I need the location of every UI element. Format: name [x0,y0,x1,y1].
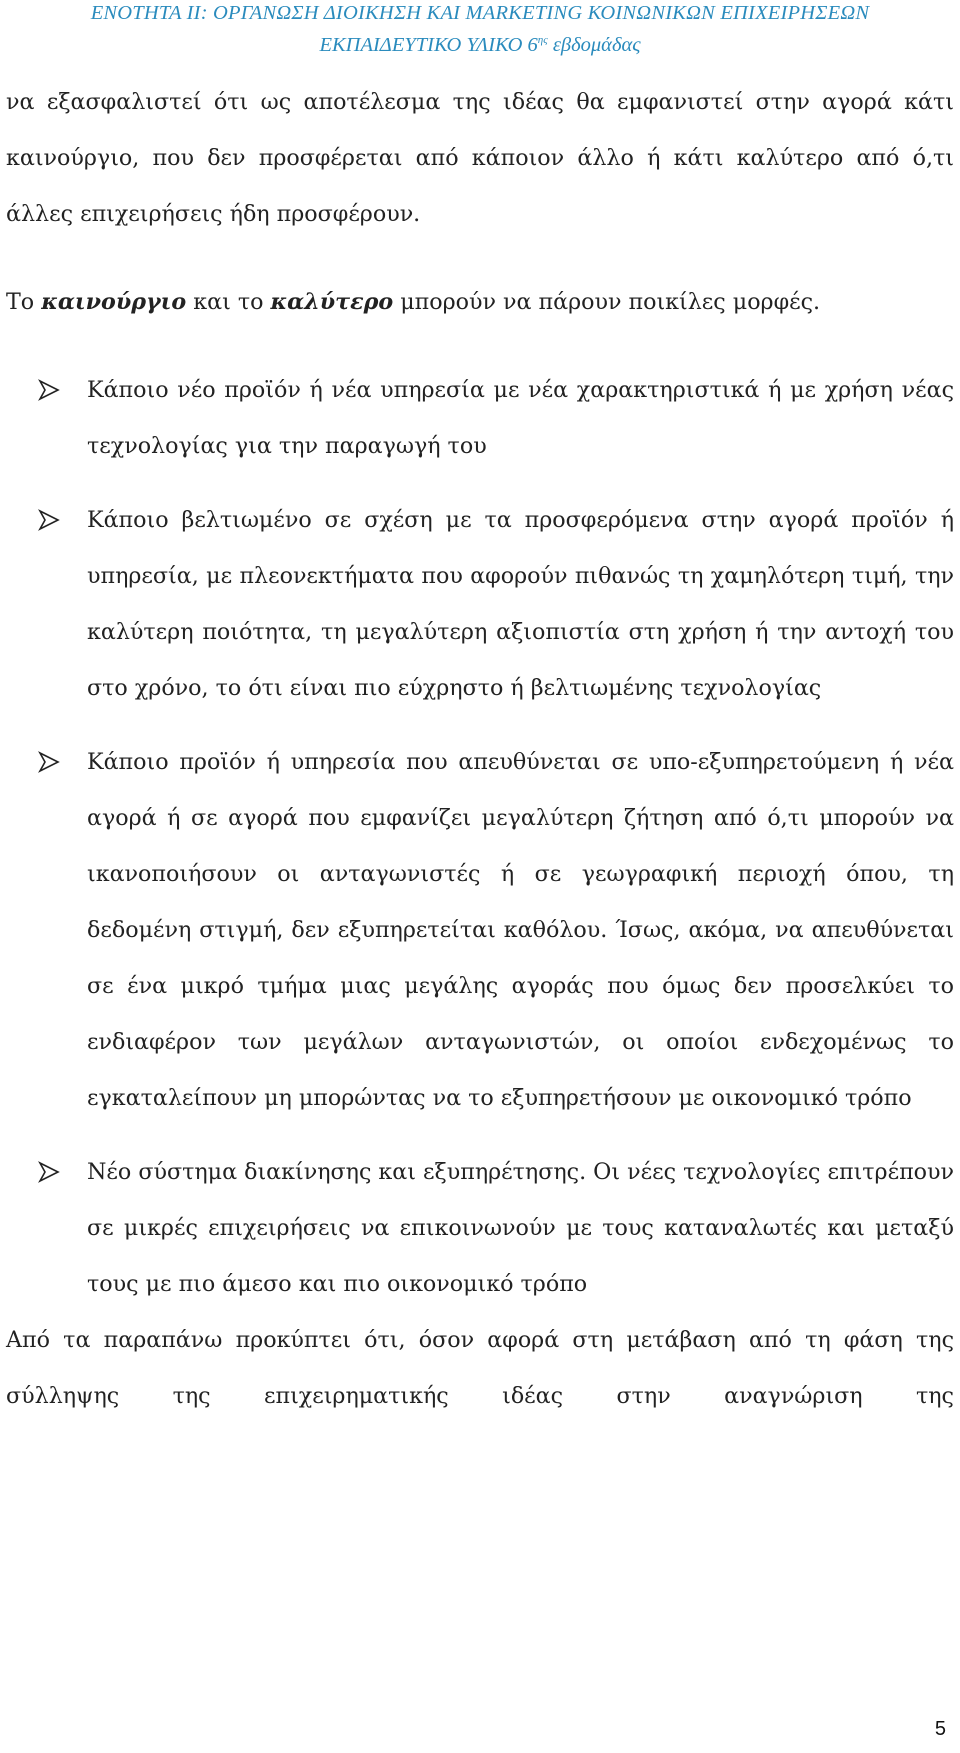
forms-list [6,362,954,1312]
header-title: ΕΝΟΤΗΤΑ ΙΙ: ΟΡΓΑΝΩΣΗ ΔΙΟΙΚΗΣΗ ΚΑΙ MARKETING ΚΟΙΝΩΝΙΚΩΝ ΕΠΙΧΕΙΡΗΣΕΩΝ [90,2,870,24]
header-subtitle [0,27,960,59]
list-item-text: Κάποιο προϊόν ή υπηρεσία που απευθύνεται σε υπο-εξυπηρετούμενη ή νέα αγορά ή σε αγορά που εμφανίζει μεγαλύτερη ζήτηση από ό,τι μπορούν να ικανοποιήσουν οι ανταγωνιστές ή σε γεωγραφική περιοχή όπου, τη δεδομένη στιγμή, δεν εξυπηρετείται καθόλου. Ίσως, ακόμα, να απευθύνεται σε ένα μικρό τμήμα μιας μεγάλης αγοράς που όμως δεν προσελκύει το ενδιαφέρον των μεγάλων ανταγωνιστών, οι οποίοι ενδεχομένως το εγκαταλείπουν μη μπορώντας να το εξυπηρετήσουν με οικονομικό τρόπο [87,749,954,1111]
list-item-text: Κάποιο νέο προϊόν ή νέα υπηρεσία με νέα χαρακτηριστικά ή με χρήση νέας τεχνολογίας για την παραγωγή του [87,377,954,459]
emphasis-new: καινούργιο [41,289,187,315]
arrowhead-bullet-icon [37,1144,61,1200]
arrowhead-bullet-icon [37,734,61,790]
running-header [0,0,960,59]
intro-paragraph: να εξασφαλιστεί ότι ως αποτέλεσμα της ιδέας θα εμφανιστεί στην αγορά κάτι καινούργιο, που δεν προσφέρεται από κάποιον άλλο ή κάτι καλύτερο από ό,τι άλλες επιχειρήσεις ήδη προσφέρουν. [6,89,954,227]
forms-text-1: Το [6,289,42,315]
forms-text-2: και το [186,289,271,315]
header-subtitle-suffix: εβδομάδας [547,34,641,56]
conclusion-paragraph: Από τα παραπάνω προκύπτει ότι, όσον αφορά στη μετάβαση από τη φάση της σύλληψης της επιχειρηματικής ιδέας στην αναγνώριση της [6,1327,954,1409]
page-number: 5 [934,1718,946,1740]
list-item [6,492,954,716]
list-item [6,734,954,1126]
forms-paragraph [6,274,954,330]
header-subtitle-prefix: ΕΚΠΑΙΔΕΥΤΙΚΟ ΥΛΙΚΟ 6 [319,34,538,56]
emphasis-better: καλύτερο [270,289,394,315]
header-subtitle-sup: ης [537,34,548,46]
list-item [6,362,954,474]
arrowhead-bullet-icon [37,362,61,418]
list-item-text: Νέο σύστημα διακίνησης και εξυπηρέτησης. Οι νέες τεχνολογίες επιτρέπουν σε μικρές επιχειρήσεις να επικοινωνούν με τους καταναλωτές και μεταξύ τους με πιο άμεσο και πιο οικονομικό τρόπο [87,1159,955,1297]
list-item [6,1144,954,1312]
document-body [6,74,954,1424]
arrowhead-bullet-icon [37,492,61,548]
forms-text-3: μπορούν να πάρουν ποικίλες μορφές. [393,289,821,315]
list-item-text: Κάποιο βελτιωμένο σε σχέση με τα προσφερόμενα στην αγορά προϊόν ή υπηρεσία, με πλεονεκτήματα που αφορούν πιθανώς τη χαμηλότερη τιμή, την καλύτερη ποιότητα, τη μεγαλύτερη αξιοπιστία στη χρήση ή την αντοχή του στο χρόνο, το ότι είναι πιο εύχρηστο ή βελτιωμένης τεχνολογίας [87,507,954,701]
